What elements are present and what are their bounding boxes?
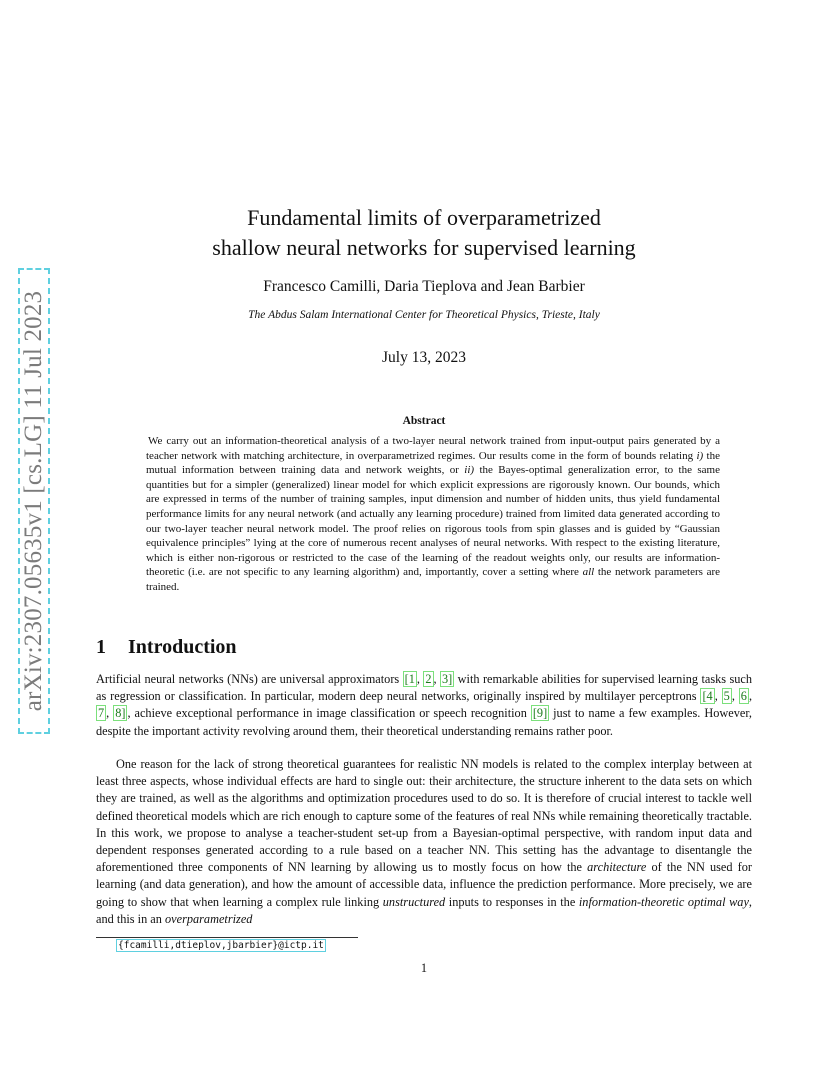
paragraph-segment: One reason for the lack of strong theoretical guarantees for realistic NN models is related to the complex interplay between at least three aspects, whose individual effects are hard to single out: their architecture, the structure inherent to the data sets on which they are trained, as well as the algorithms and optimization procedures used to do so. It is therefore of crucial interest to tackle well defined theoretical models which are rich enough to capture some of the features of real NNs while remaining theoretically tractable. In this work, we propose to analyse a teacher-student set-up from a Bayesian-optimal perspective, with random input data and dependent responses generated according to a rule based on a teacher NN. This setting has the advantage to disentangle the aforementioned three components of NN learning by allowing us to mostly focus on how the xyxy=(96,757,752,875)
citation-link[interactable]: 3] xyxy=(442,672,453,686)
paragraph-emphasis: information-theoretic optimal way xyxy=(578,894,749,909)
paragraph-emphasis: overparametrized xyxy=(165,911,253,926)
paragraph-segment: inputs to responses in the xyxy=(445,894,579,909)
page-number: 1 xyxy=(420,961,428,975)
citation-link[interactable]: [1 xyxy=(404,672,415,686)
citation-separator: , xyxy=(106,706,114,721)
citation-link[interactable]: 6 xyxy=(740,689,747,704)
section-number: 1 xyxy=(96,636,106,658)
arxiv-identifier-text: arXiv:2307.05635v1 [cs.LG] 11 Jul 2023 xyxy=(20,290,47,712)
paragraph-emphasis: architecture xyxy=(587,860,647,875)
abstract-emphasis: i) xyxy=(696,449,704,462)
abstract-heading: Abstract xyxy=(402,415,446,427)
intro-paragraph-2 xyxy=(96,756,752,928)
paragraph-segment: , and this in an xyxy=(96,894,752,926)
abstract-segment: the mutual information between training data and network weights, or xyxy=(146,449,720,477)
arxiv-identifier-stamp[interactable] xyxy=(18,268,50,734)
affiliation: The Abdus Salam International Center for Theoretical Physics, Trieste, Italy xyxy=(248,309,600,321)
section-title: Introduction xyxy=(128,636,237,658)
citation-link[interactable]: [9] xyxy=(532,706,548,721)
paragraph-emphasis: unstructured xyxy=(382,894,446,909)
citation-link[interactable]: 2 xyxy=(425,672,432,686)
footnote xyxy=(116,940,326,951)
citation-separator: , xyxy=(714,689,722,704)
abstract-segment: the Bayes-optimal generalization error, to the same quantities but for a simpler (generalized) linear model for which explicit expressions are rigorously known. Our bounds, which are expressed in terms of the number of training samples, input dimension and number of hidden units, thus yield fundamental performance limits for any neural network (and actually any learning procedure) trained from limited data generated according to our two-layer teacher neural network model. The proof relies on rigorous tools from spin glasses and is guided by “Gaussian equivalence principles” lying at the core of numerous recent analyses of neural networks. With respect to the existing literature, which is either non-rigorous or restricted to the case of the learning of the readout weights only, our results are information-theoretic (i.e. are not specific to any learning algorithm) and, importantly, cover a setting where xyxy=(146,464,720,579)
author-email-link[interactable]: {fcamilli,dtieplov,jbarbier}@ictp.it xyxy=(118,940,324,951)
abstract-text xyxy=(146,434,720,595)
paragraph-segment: just to name a few examples. However, despite the important activity revolving around them, their theoretical understanding remains rather poor. xyxy=(96,706,753,738)
citation-link[interactable]: 8] xyxy=(115,706,126,721)
paper-title xyxy=(96,203,752,263)
paragraph-segment: of the NN used for learning (and data generation), and how the amount of accessible data, influence the prediction performance. More precisely, we are going to show that when learning a complex rule linking xyxy=(96,860,752,909)
abstract-emphasis: all xyxy=(582,566,595,579)
citation-link[interactable]: 7 xyxy=(98,706,105,721)
citation-link[interactable]: [4 xyxy=(702,689,713,704)
author-list: Francesco Camilli, Daria Tieplova and Jean Barbier xyxy=(263,278,585,295)
citation-separator: , xyxy=(416,672,424,686)
paragraph-segment: Artificial neural networks (NNs) are universal approximators xyxy=(96,672,403,686)
footnote-rule xyxy=(96,937,358,938)
citation-link[interactable]: 5 xyxy=(723,689,730,704)
abstract-segment: the network parameters are trained. xyxy=(146,566,720,593)
citation-separator: , xyxy=(731,689,739,704)
paragraph-segment: with remarkable abilities for supervised learning tasks such as regression or classification. In particular, modern deep neural networks, originally inspired by multilayer perceptrons xyxy=(96,672,753,704)
intro-paragraph-1 xyxy=(96,671,752,740)
section-heading xyxy=(96,636,237,659)
citation-separator: , xyxy=(748,689,753,704)
paragraph-segment: , achieve exceptional performance in image classification or speech recognition xyxy=(127,706,531,721)
title-line-2: shallow neural networks for supervised learning xyxy=(212,235,636,260)
abstract-segment: We carry out an information-theoretical analysis of a two-layer neural network trained from input-output pairs generated by a teacher network with matching architecture, in overparametrized regimes. Our results come in the form of bounds relating xyxy=(146,435,720,462)
title-line-1: Fundamental limits of overparametrized xyxy=(247,205,601,230)
abstract-emphasis: ii) xyxy=(464,464,475,477)
citation-separator: , xyxy=(433,672,441,686)
publication-date: July 13, 2023 xyxy=(382,349,466,366)
